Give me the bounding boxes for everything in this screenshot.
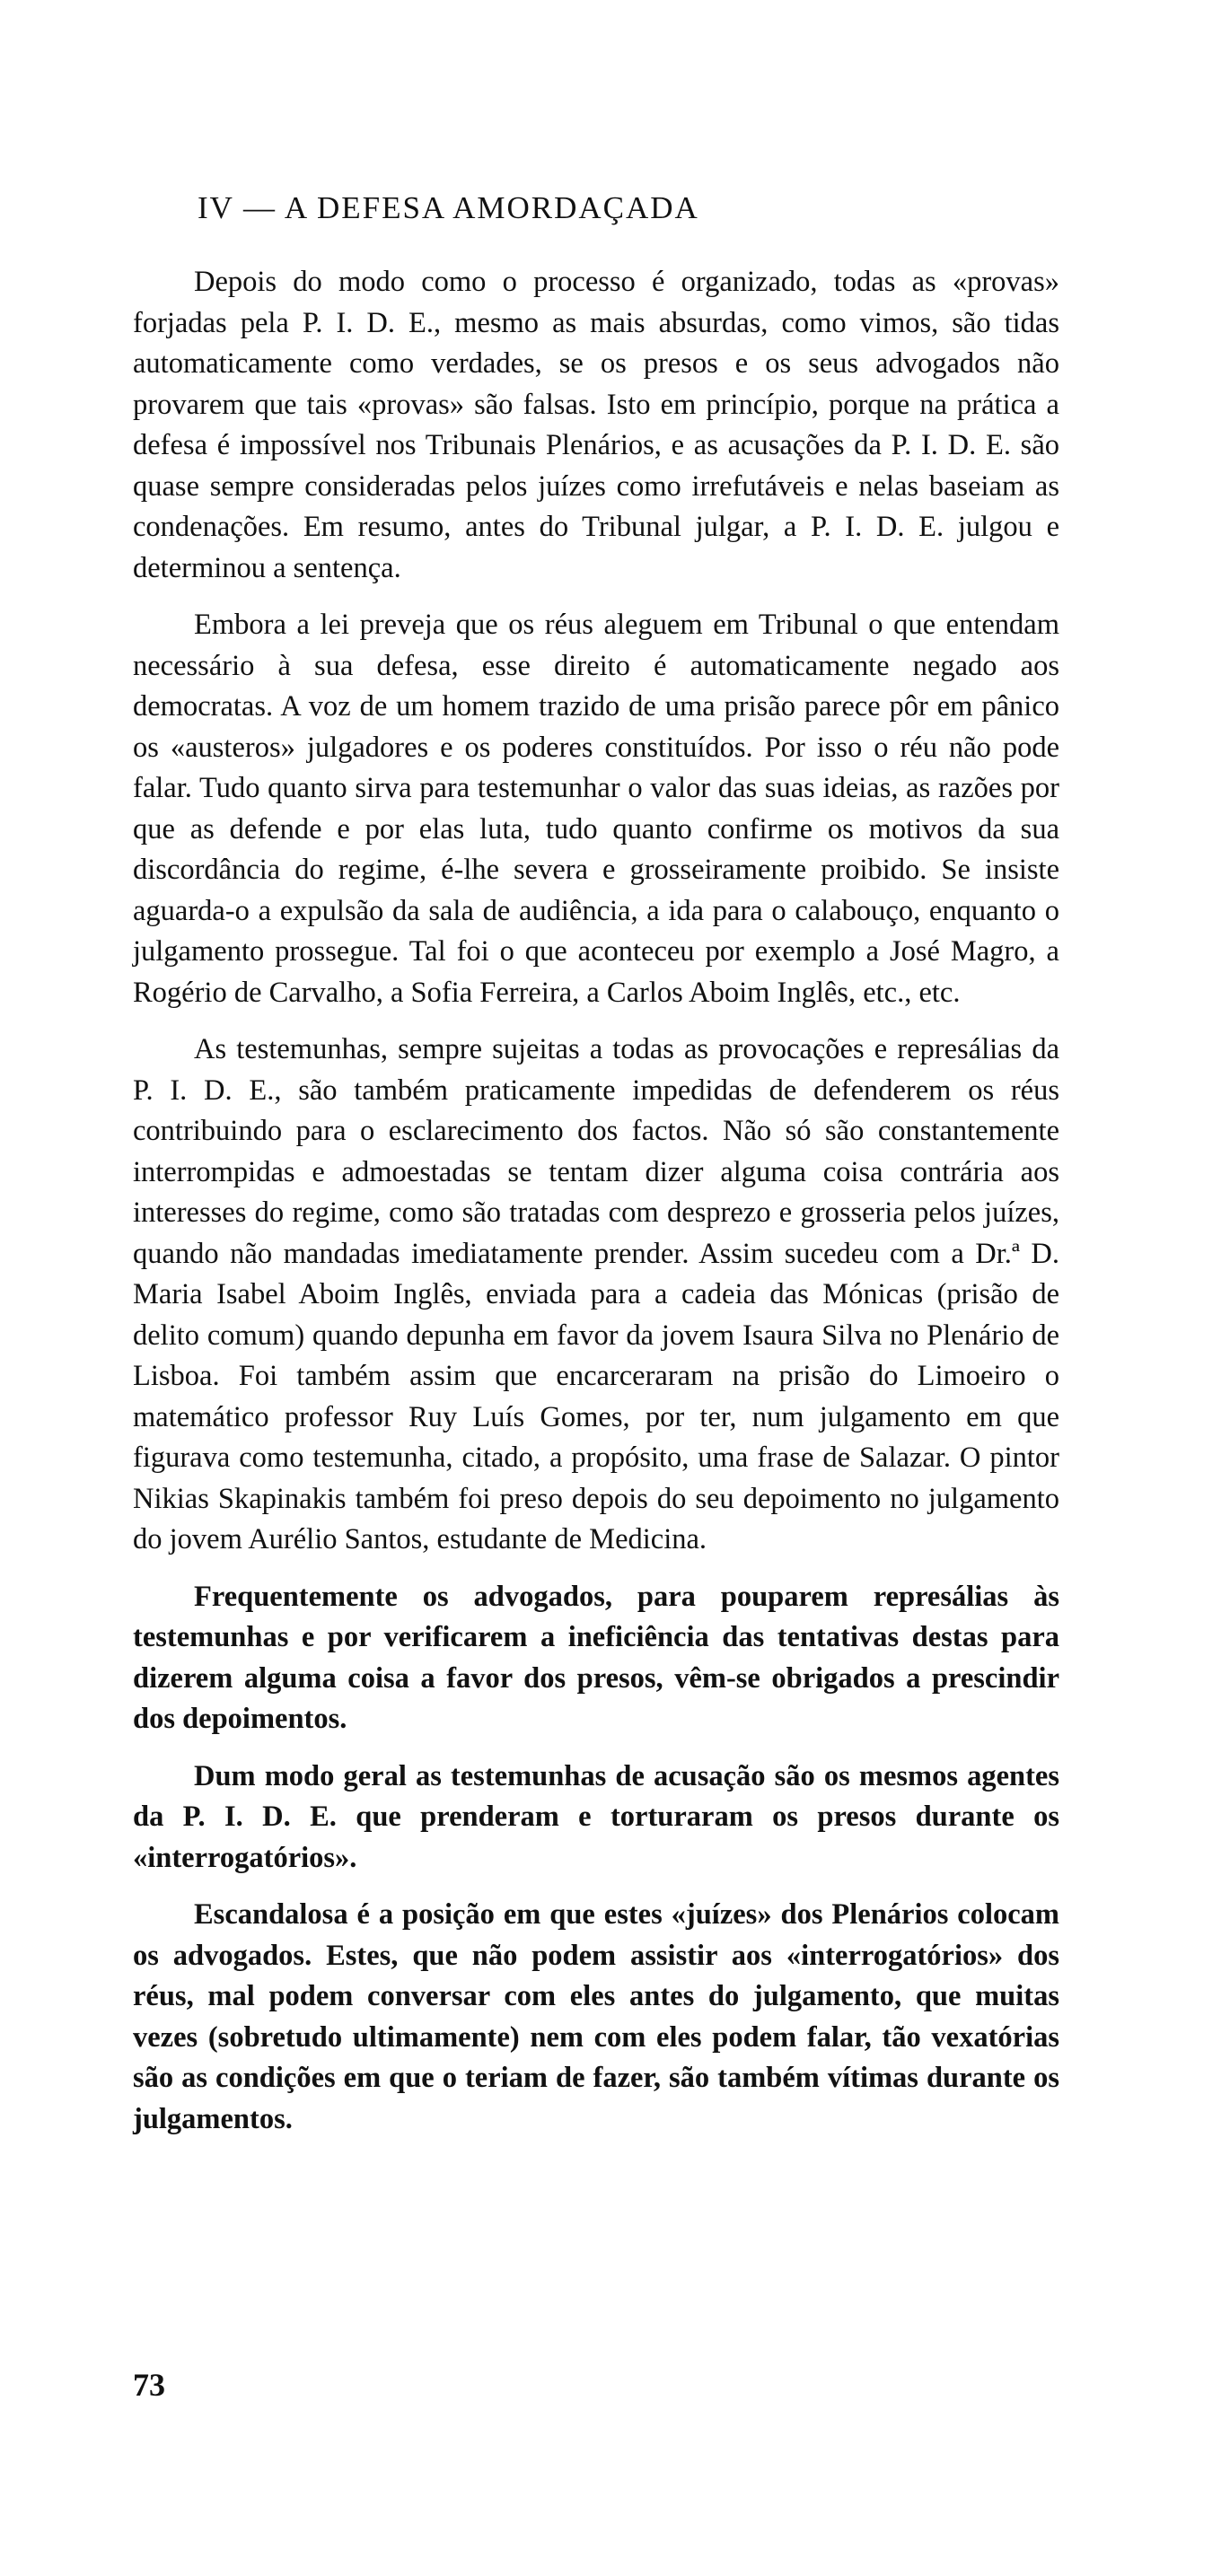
paragraph-2: Embora a lei preveja que os réus aleguem em Tribunal o que entendam necessário à sua defesa, esse direito é automaticamente negado aos democratas. A voz de um homem trazido de uma prisão parece pôr em pânico os «austeros» julgadores e os poderes constituídos. Por isso o réu não pode falar. Tudo quanto sirva para testemunhar o valor das suas ideias, as razões por que as defende e por elas luta, tudo quanto confirme os motivos da sua discordância do regime, é-lhe severa e grosseiramente proibido. Se insiste aguarda-o a expulsão da sala de audiência, a ida para o calabouço, enquanto o julgamento prossegue. Tal foi o que aconteceu por exemplo a José Magro, a Rogério de Carvalho, a Sofia Ferreira, a Carlos Aboim Inglês, etc., etc. xyxy=(133,609,1059,1009)
body-text xyxy=(133,262,1059,2156)
paragraph-6: Escandalosa é a posição em que estes «juízes» dos Plenários colocam os advogados. Estes, que não podem assistir aos «interrogatórios» dos réus, mal podem conversar com eles antes do julgamento, que muitas vezes (sobretudo ultimamente) nem com eles podem falar, tão vexatórias são as condições em que o teriam de fazer, são também vítimas durante os julgamentos. xyxy=(133,1898,1059,2135)
page-number: 73 xyxy=(133,2367,165,2403)
paragraph-5: Dum modo geral as testemunhas de acusação são os mesmos agentes da P. I. D. E. que prenderam e torturaram os presos durante os «interrogatórios». xyxy=(133,1759,1059,1874)
paragraph-1: Depois do modo como o processo é organizado, todas as «provas» forjadas pela P. I. D. E., mesmo as mais absurdas, como vimos, são tidas automaticamente como verdades, se os presos e os seus advogados não provarem que tais «provas» são falsas. Isto em princípio, porque na prática a defesa é impossível nos Tribunais Plenários, e as acusações da P. I. D. E. são quase sempre consideradas pelos juízes como irrefutáveis e nelas baseiam as condenações. Em resumo, antes do Tribunal julgar, a P. I. D. E. julgou e determinou a sentença. xyxy=(133,266,1059,584)
paragraph-4: Frequentemente os advogados, para pouparem represálias às testemunhas e por verificarem a ineficiência das tentativas destas para dizerem alguma coisa a favor dos presos, vêm-se obrigados a prescindir dos depoimentos. xyxy=(133,1580,1059,1735)
paragraph-3: As testemunhas, sempre sujeitas a todas as provocações e represálias da P. I. D. E., são também praticamente impedidas de defenderem os réus contribuindo para o esclarecimento dos factos. Não só são constantemente interrompidas e admoestadas se tentam dizer alguma coisa contrária aos interesses do regime, como são tratadas com desprezo e grosseria pelos juízes, quando não mandadas imediatamente prender. Assim sucedeu com a Dr.ª D. Maria Isabel Aboim Inglês, enviada para a cadeia das Mónicas (prisão de delito comum) quando depunha em favor da jovem Isaura Silva no Plenário de Lisboa. Foi também assim que encarceraram na prisão do Limoeiro o matemático professor Ruy Luís Gomes, por ter, num julgamento em que figurava como testemunha, citado, a propósito, uma frase de Salazar. O pintor Nikias Skapinakis também foi preso depois do seu depoimento no julgamento do jovem Aurélio Santos, estudante de Medicina. xyxy=(133,1033,1059,1555)
chapter-title: IV — A DEFESA AMORDAÇADA xyxy=(198,190,699,225)
